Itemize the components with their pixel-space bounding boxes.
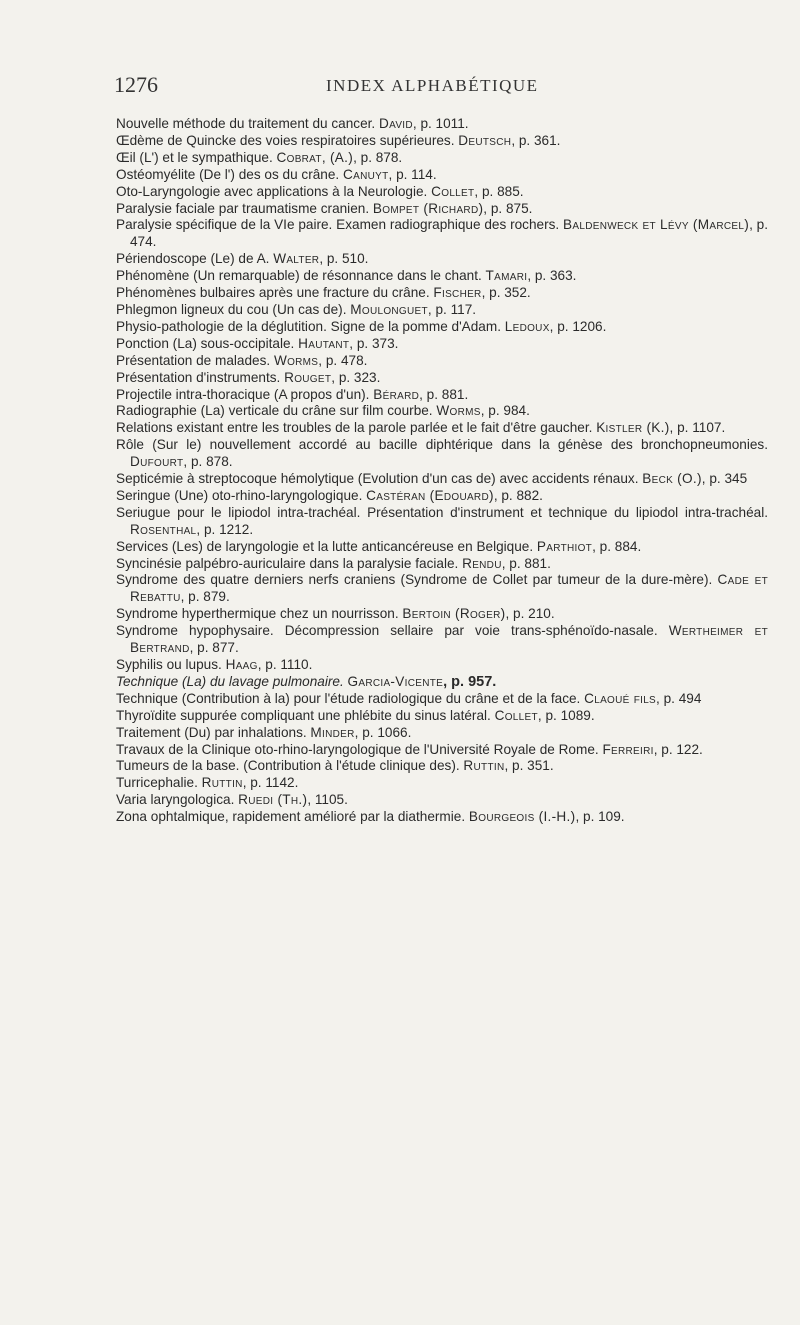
entry-page-ref: , p. 1142. — [242, 775, 299, 791]
index-entry — [116, 268, 768, 285]
entry-page-ref: , p. 474. — [130, 217, 768, 250]
entry-subject: Relations existant entre les troubles de la parole parlée et le fait d'être gaucher. — [116, 420, 597, 436]
entry-author: Kistler (K.) — [596, 420, 670, 436]
entry-author: Bertoin (Roger) — [402, 606, 506, 622]
entry-subject: Traitement (Du) par inhalations. — [116, 724, 311, 740]
index-entry — [116, 488, 768, 505]
entry-page-ref: , p. 875. — [483, 200, 533, 216]
entry-subject: Syndrome hypophysaire. Décompression sellaire par voie trans-sphénoïdo-nasale. — [116, 623, 669, 639]
entry-subject: Services (Les) de laryngologie et la lutte anticancéreuse en Belgique. — [116, 538, 537, 554]
entry-author: Worms — [436, 403, 481, 419]
entry-page-ref: , p. 885. — [474, 183, 524, 199]
index-entry — [116, 353, 768, 370]
entry-page-ref: , p. 109. — [575, 809, 625, 825]
entry-author: Tamari — [485, 268, 528, 284]
index-entry — [116, 420, 768, 437]
index-entry — [116, 674, 768, 691]
index-entry — [116, 572, 768, 606]
entry-author: Fischer — [433, 285, 482, 301]
entry-page-ref: , p. 1212. — [196, 521, 254, 537]
entry-page-ref: , p. 1011. — [412, 116, 469, 131]
entry-subject: Thyroïdite suppurée compliquant une phlébite du sinus latéral. — [116, 707, 495, 723]
index-entry — [116, 167, 768, 184]
running-title: INDEX ALPHABÉTIQUE — [326, 76, 539, 95]
entry-page-ref: , p. 478. — [318, 352, 368, 368]
entry-author: Minder — [310, 724, 355, 740]
entry-author: David — [378, 116, 413, 131]
entry-subject: Paralysie faciale par traumatisme cranien. — [116, 200, 373, 216]
entry-subject: Septicémie à streptocoque hémolytique (Evolution d'un cas de) avec accidents rénaux. — [116, 471, 643, 487]
entry-subject: Phénomènes bulbaires après une fracture du crâne. — [116, 285, 434, 301]
entry-page-ref: , p. 884. — [592, 538, 642, 554]
entry-page-ref: , p. 878. — [353, 149, 403, 165]
entry-author: Ruedi (Th.) — [238, 792, 308, 808]
entry-subject: Ponction (La) sous-occipitale. — [116, 335, 299, 351]
entry-author: Collet — [431, 183, 475, 199]
entry-page-ref: , p. 957. — [443, 673, 497, 690]
entry-author: Ferreiri — [602, 741, 654, 757]
entry-author: Parthiot — [536, 538, 593, 554]
index-entry — [116, 285, 768, 302]
entry-author: Hautant — [298, 335, 350, 351]
index-entry — [116, 775, 768, 792]
entry-page-ref: , p. 1110. — [257, 657, 313, 672]
index-entry — [116, 437, 768, 471]
index-entry — [116, 150, 768, 167]
entry-author: Garcia-Vicente — [347, 673, 444, 689]
index-entry — [116, 606, 768, 623]
entry-author: Dufourt — [130, 454, 184, 470]
entry-page-ref: , p. 879. — [180, 589, 230, 605]
entry-subject: Œdème de Quincke des voies respiratoires supérieures. — [116, 132, 459, 148]
entry-subject: Radiographie (La) verticale du crâne sur film courbe. — [116, 403, 437, 419]
entry-page-ref: , p. 984. — [480, 403, 530, 419]
entry-page-ref: , p. 122. — [653, 741, 703, 757]
entry-author: Bompet (Richard) — [372, 200, 484, 216]
entry-subject: Présentation de malades. — [116, 352, 274, 368]
entry-author: Cade et Rebattu — [130, 572, 768, 605]
entry-page-ref: , 1105. — [307, 792, 348, 808]
entry-subject: Nouvelle méthode du traitement du cancer. — [116, 116, 379, 131]
entry-subject: Turricephalie. — [116, 775, 202, 791]
entry-author: Rendu — [462, 555, 502, 571]
index-entry — [116, 116, 768, 133]
entry-page-ref: , p. 351. — [504, 758, 554, 774]
entry-subject: Physio-pathologie de la déglutition. Signe de la pomme d'Adam. — [116, 318, 505, 334]
entry-page-ref: , p. 881. — [419, 386, 469, 402]
entry-subject: Seriugue pour le lipiodol intra-trachéal. Présentation d'instrument et technique du lipiodol intra-trachéal. — [116, 504, 768, 520]
entry-subject: Œil (L') et le sympathique. — [116, 149, 277, 165]
entry-author: Wertheimer et Bertrand — [130, 623, 768, 656]
entry-page-ref: , p. 352. — [481, 285, 531, 301]
entry-author: Rouget — [284, 369, 332, 385]
entry-page-ref: , p. 373. — [349, 335, 399, 351]
entry-page-ref: , p. 323. — [331, 369, 381, 385]
page-number: 1276 — [114, 72, 158, 97]
entry-page-ref: , p. 1066. — [354, 724, 412, 740]
index-entry — [116, 691, 768, 708]
index-entry — [116, 251, 768, 268]
entry-page-ref: , p. 361. — [511, 132, 561, 148]
entry-page-ref: , p. 877. — [189, 640, 239, 656]
index-entry — [116, 556, 768, 573]
entry-subject: Travaux de la Clinique oto-rhino-laryngologique de l'Université Royale de Rome. — [116, 741, 603, 757]
entry-subject: Ostéomyélite (De l') des os du crâne. — [116, 166, 343, 182]
index-entry — [116, 403, 768, 420]
index-entry — [116, 742, 768, 759]
entry-author: Worms — [273, 352, 319, 368]
entry-subject: Rôle (Sur le) nouvellement accordé au bacille diphtérique dans la génèse des bronchopneumonies. — [116, 437, 768, 453]
entry-page-ref: , p. 345 — [701, 471, 748, 487]
index-entry — [116, 471, 768, 488]
entry-subject: Zona ophtalmique, rapidement amélioré par la diathermie. — [116, 809, 469, 825]
index-entry — [116, 623, 768, 657]
index-entry — [116, 217, 768, 251]
entry-author: Claoué fils — [584, 690, 657, 706]
entry-author: Collet — [494, 707, 538, 723]
page-header — [114, 72, 764, 102]
index-entry — [116, 302, 768, 319]
entry-subject: Projectile intra-thoracique (A propos d'un). — [116, 386, 374, 402]
index-entry — [116, 336, 768, 353]
index-entry — [116, 133, 768, 150]
entry-page-ref: , p. 510. — [319, 251, 369, 267]
index-entry — [116, 539, 768, 556]
entry-subject: Oto-Laryngologie avec applications à la Neurologie. — [116, 183, 432, 199]
entry-author: Haag — [225, 657, 258, 672]
index-entry — [116, 387, 768, 404]
entry-page-ref: , p. 1107. — [669, 420, 726, 436]
entry-page-ref: , p. 210. — [505, 606, 555, 622]
index-entry — [116, 792, 768, 809]
entry-subject: Tumeurs de la base. (Contribution à l'étude clinique des). — [116, 758, 464, 774]
index-entry — [116, 708, 768, 725]
entry-author: Bourgeois (I.-H.) — [468, 809, 576, 825]
index-entry — [116, 370, 768, 387]
entry-page-ref: , p. 1089. — [537, 707, 595, 723]
index-entry — [116, 809, 768, 826]
entry-author: Baldenweck et Lévy (Marcel) — [563, 217, 750, 233]
entry-subject: Syndrome des quatre derniers nerfs craniens (Syndrome de Collet par tumeur de la dure-mère). — [116, 572, 718, 588]
entry-subject: Technique (La) du lavage pulmonaire. — [116, 673, 348, 689]
index-entry — [116, 725, 768, 742]
entry-subject: Phlegmon ligneux du cou (Un cas de). — [116, 301, 351, 317]
entry-subject: Paralysie spécifique de la VIe paire. Examen radiographique des rochers. — [116, 217, 564, 233]
entry-author: Ledoux — [504, 318, 550, 334]
entry-page-ref: , p. 114. — [388, 166, 437, 182]
index-entry — [116, 505, 768, 539]
entry-author: Rosenthal — [130, 521, 197, 537]
entry-page-ref: , p. 363. — [527, 268, 577, 284]
entry-page-ref: , p. 881. — [501, 555, 551, 571]
entry-page-ref: , p. 117. — [427, 301, 477, 317]
entry-author: Cobrat, (A.) — [276, 149, 354, 165]
entry-subject: Seringue (Une) oto-rhino-laryngologique. — [116, 487, 367, 503]
index-entries — [116, 116, 768, 826]
entry-author: Canuyt — [343, 166, 389, 182]
entry-page-ref: , p. 494 — [656, 690, 702, 706]
entry-author: Moulonguet — [350, 301, 428, 317]
entry-subject: Syphilis ou lupus. — [116, 657, 226, 672]
entry-subject: Syncinésie palpébro-auriculaire dans la paralysie faciale. — [116, 555, 463, 571]
entry-subject: Présentation d'instruments. — [116, 369, 285, 385]
index-entry — [116, 657, 768, 674]
entry-subject: Varia laryngologica. — [116, 792, 239, 808]
entry-page-ref: , p. 878. — [183, 454, 233, 470]
entry-subject: Périendoscope (Le) de A. — [116, 251, 274, 267]
entry-author: Castéran (Edouard) — [366, 487, 494, 503]
entry-subject: Syndrome hyperthermique chez un nourrisson. — [116, 606, 403, 622]
entry-author: Deutsch — [458, 132, 512, 148]
entry-subject: Phénomène (Un remarquable) de résonnance dans le chant. — [116, 268, 486, 284]
index-entry — [116, 201, 768, 218]
index-entry — [116, 758, 768, 775]
index-entry — [116, 184, 768, 201]
entry-author: Beck (O.) — [642, 471, 702, 487]
entry-author: Bérard — [373, 386, 420, 402]
entry-author: Ruttin — [463, 758, 505, 774]
entry-page-ref: , p. 882. — [493, 487, 543, 503]
entry-author: Ruttin — [201, 775, 243, 791]
index-entry — [116, 319, 768, 336]
entry-page-ref: , p. 1206. — [549, 318, 607, 334]
entry-author: Walter — [273, 251, 320, 267]
entry-subject: Technique (Contribution à la) pour l'étude radiologique du crâne et de la face. — [116, 690, 585, 706]
